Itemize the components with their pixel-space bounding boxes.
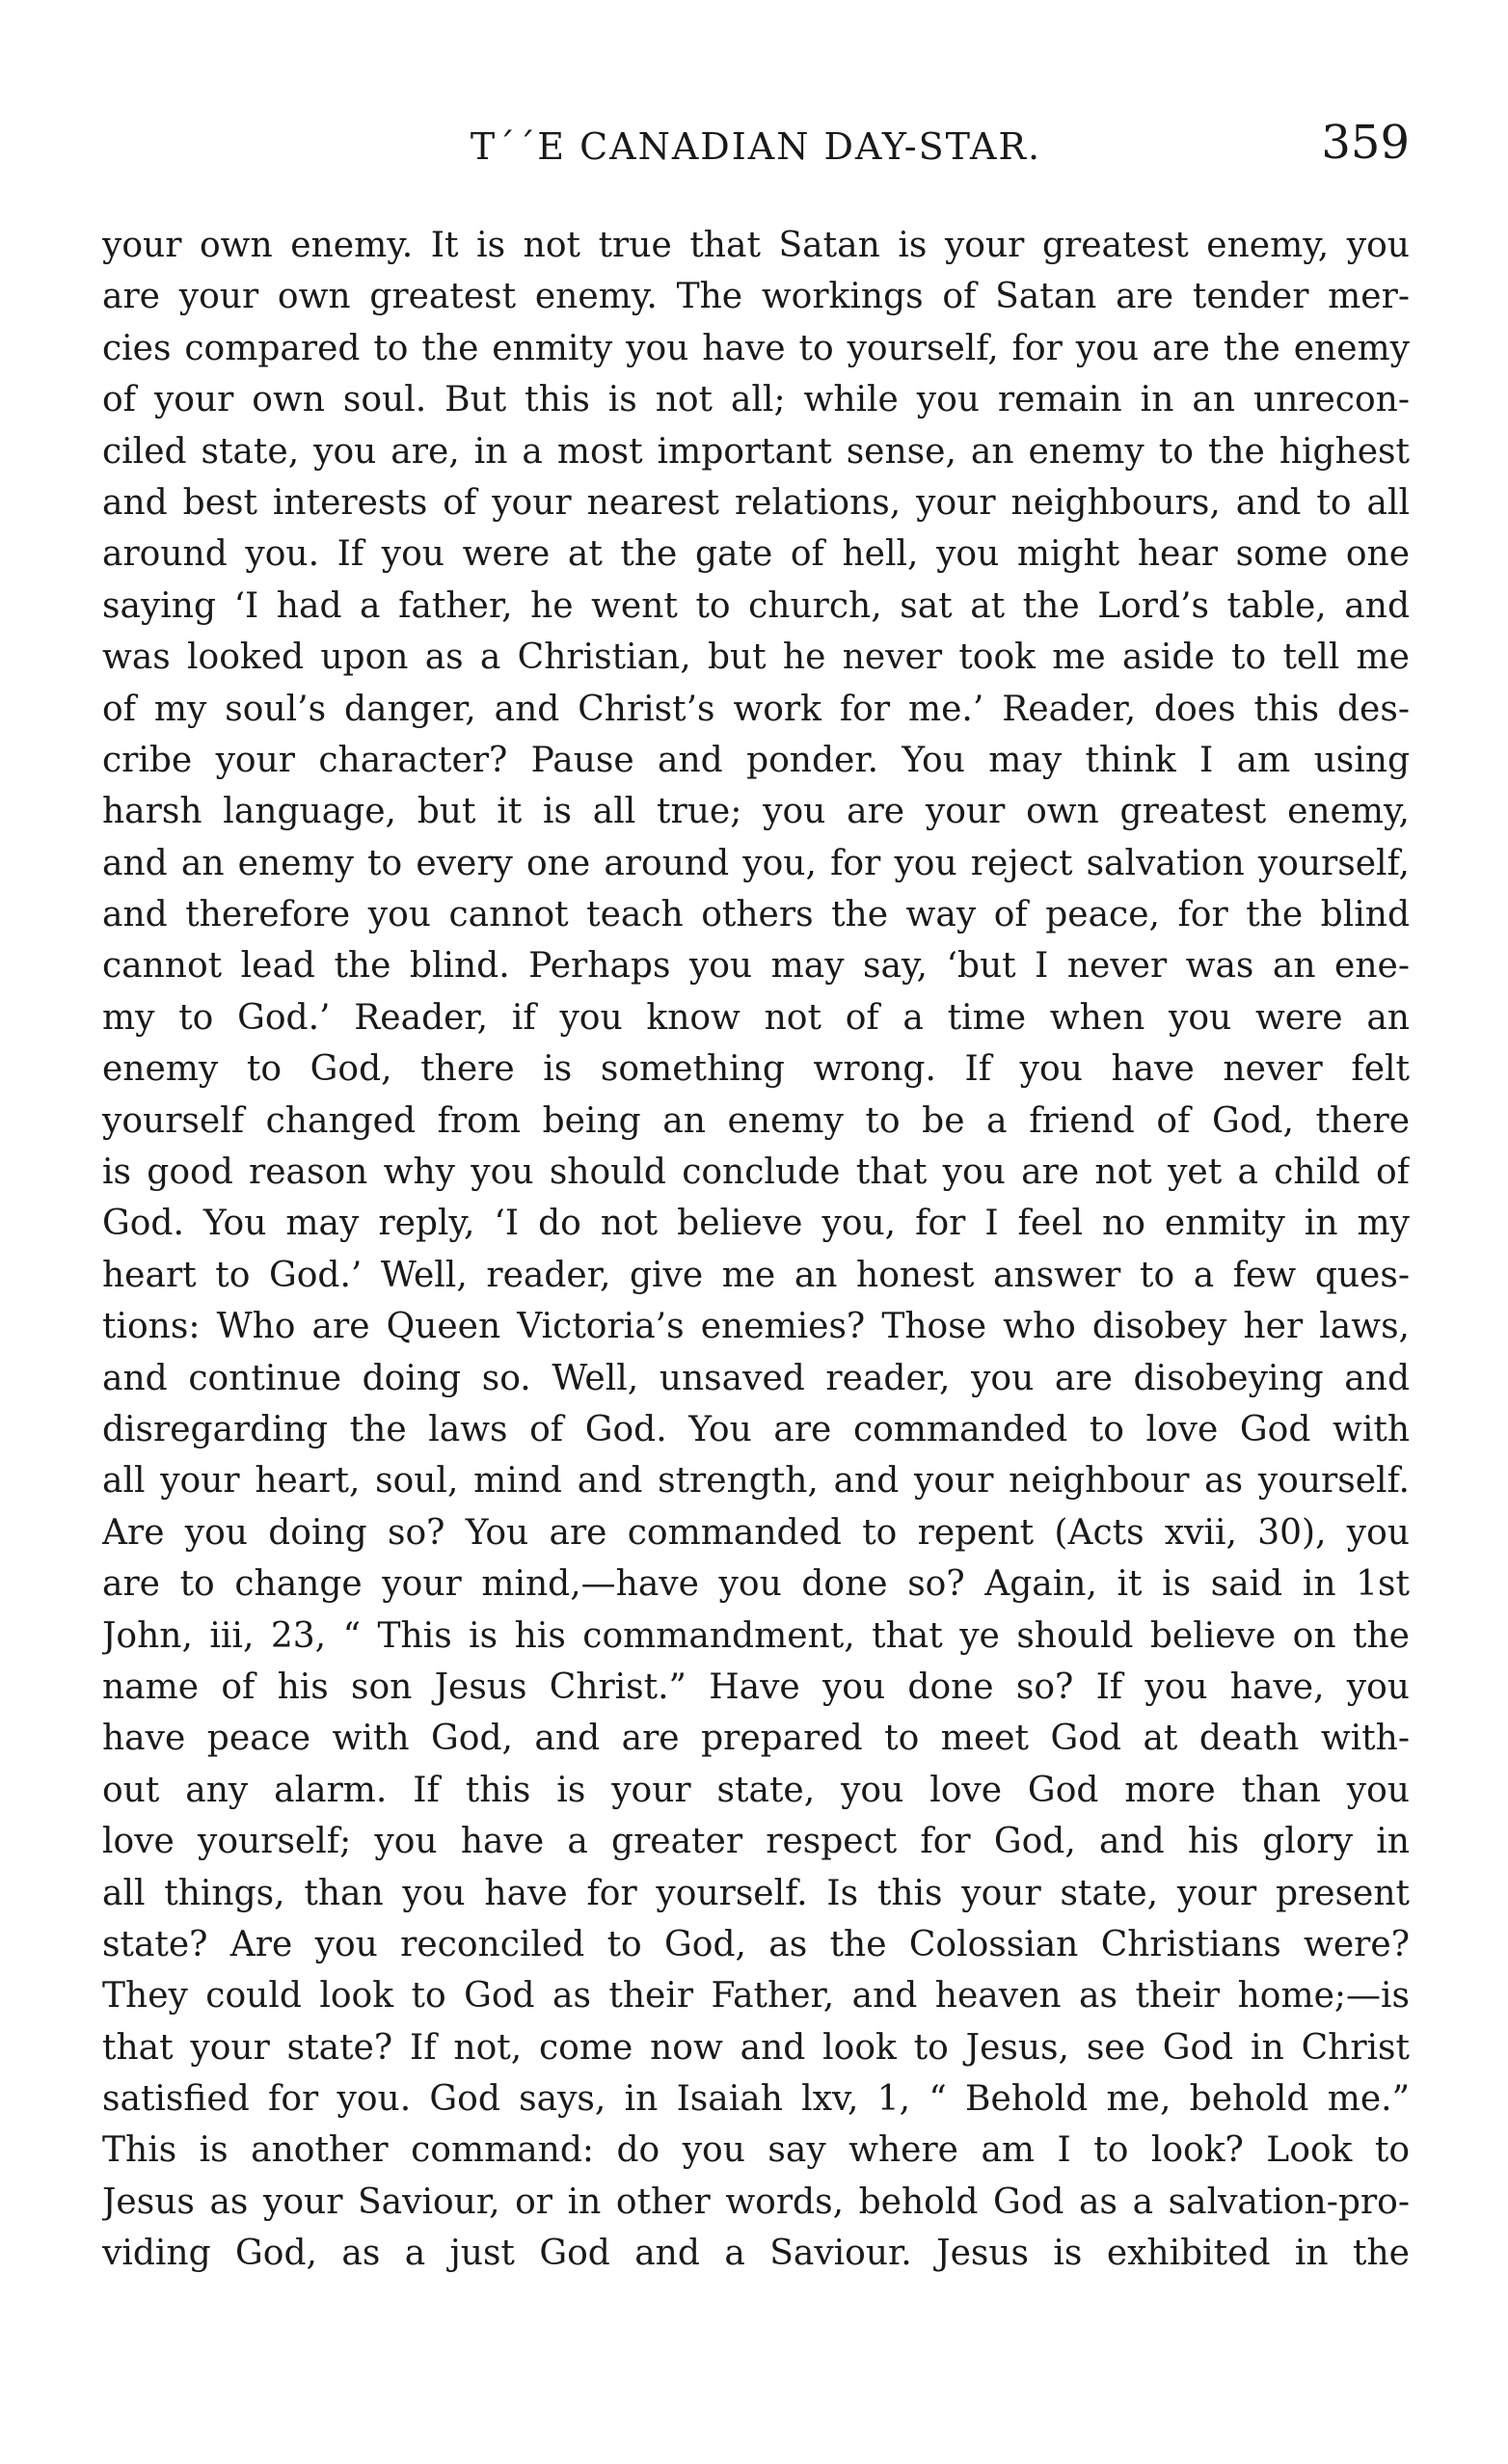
text-line: was looked upon as a Christian, but he never took me aside to tell me <box>102 637 1410 678</box>
text-line: cies compared to the enmity you have to yourself, for you are the enemy <box>102 328 1410 368</box>
text-line: cannot lead the blind. Perhaps you may say, ‘but I never was an ene- <box>102 946 1410 987</box>
text-line: love yourself; you have a greater respect for God, and his glory in <box>102 1822 1410 1862</box>
text-line: John, iii, 23, “ This is his commandment, that ye should believe on the <box>102 1615 1410 1656</box>
text-line: heart to God.’ Well, reader, give me an honest answer to a few ques- <box>102 1255 1410 1295</box>
text-line: Are you doing so? You are commanded to repent (Acts xvii, 30), you <box>102 1512 1410 1553</box>
body-text <box>102 220 1410 2280</box>
page-number: 359 <box>1321 116 1410 170</box>
text-line: and best interests of your nearest relations, your neighbours, and to all <box>102 482 1410 523</box>
text-line: and therefore you cannot teach others the way of peace, for the blind <box>102 895 1410 935</box>
text-line: This is another command: do you say where am I to look? Look to <box>102 2130 1410 2171</box>
text-line: my to God.’ Reader, if you know not of a time when you were an <box>102 997 1410 1038</box>
text-line: disregarding the laws of God. You are commanded to love God with <box>102 1409 1410 1449</box>
text-line: of my soul’s danger, and Christ’s work for me.’ Reader, does this des- <box>102 689 1410 729</box>
text-line: have peace with God, and are prepared to meet God at death with- <box>102 1719 1410 1759</box>
text-line: all your heart, soul, mind and strength, and your neighbour as yourself. <box>102 1461 1410 1502</box>
text-line: state? Are you reconciled to God, as the Colossian Christians were? <box>102 1924 1410 1964</box>
text-line: tions: Who are Queen Victoria’s enemies? Those who disobey her laws, <box>102 1307 1410 1347</box>
text-line: yourself changed from being an enemy to be a friend of God, there <box>102 1100 1410 1141</box>
text-line: cribe your character? Pause and ponder. You may think I am using <box>102 740 1410 780</box>
text-line: Jesus as your Saviour, or in other words, behold God as a salvation-pro- <box>102 2181 1410 2222</box>
text-line: all things, than you have for yourself. Is this your state, your present <box>102 1873 1410 1913</box>
running-head <box>102 116 1410 174</box>
text-line: that your state? If not, come now and look to Jesus, see God in Christ <box>102 2027 1410 2068</box>
text-line: out any alarm. If this is your state, you love God more than you <box>102 1770 1410 1810</box>
text-line: They could look to God as their Father, and heaven as their home;—is <box>102 1976 1410 2017</box>
text-line: God. You may reply, ‘I do not believe you, for I feel no enmity in my <box>102 1204 1410 1244</box>
text-line: and continue doing so. Well, unsaved reader, you are disobeying and <box>102 1358 1410 1398</box>
text-line: enemy to God, there is something wrong. If you have never felt <box>102 1049 1410 1090</box>
text-line: are to change your mind,—have you done so? Again, it is said in 1st <box>102 1564 1410 1605</box>
text-line: around you. If you were at the gate of hell, you might hear some one <box>102 534 1410 575</box>
text-line: saying ‘I had a father, he went to church, sat at the Lord’s table, and <box>102 585 1410 626</box>
text-line: satisfied for you. God says, in Isaiah lxv, 1, “ Behold me, behold me.” <box>102 2079 1410 2120</box>
text-line: is good reason why you should conclude that you are not yet a child of <box>102 1152 1410 1193</box>
text-line: name of his son Jesus Christ.” Have you done so? If you have, you <box>102 1666 1410 1707</box>
text-line: viding God, as a just God and a Saviour. Jesus is exhibited in the <box>102 2234 1410 2274</box>
text-line: of your own soul. But this is not all; while you remain in an unrecon- <box>102 380 1410 420</box>
text-line: ciled state, you are, in a most important sense, an enemy to the highest <box>102 431 1410 472</box>
text-line: harsh language, but it is all true; you are your own greatest enemy, <box>102 792 1410 832</box>
running-title: T´´E CANADIAN DAY-STAR. <box>470 125 1042 168</box>
text-line: are your own greatest enemy. The workings of Satan are tender mer- <box>102 277 1410 317</box>
text-line: your own enemy. It is not true that Satan is your greatest enemy, you <box>102 226 1410 265</box>
text-line: and an enemy to every one around you, for you reject salvation yourself, <box>102 843 1410 883</box>
